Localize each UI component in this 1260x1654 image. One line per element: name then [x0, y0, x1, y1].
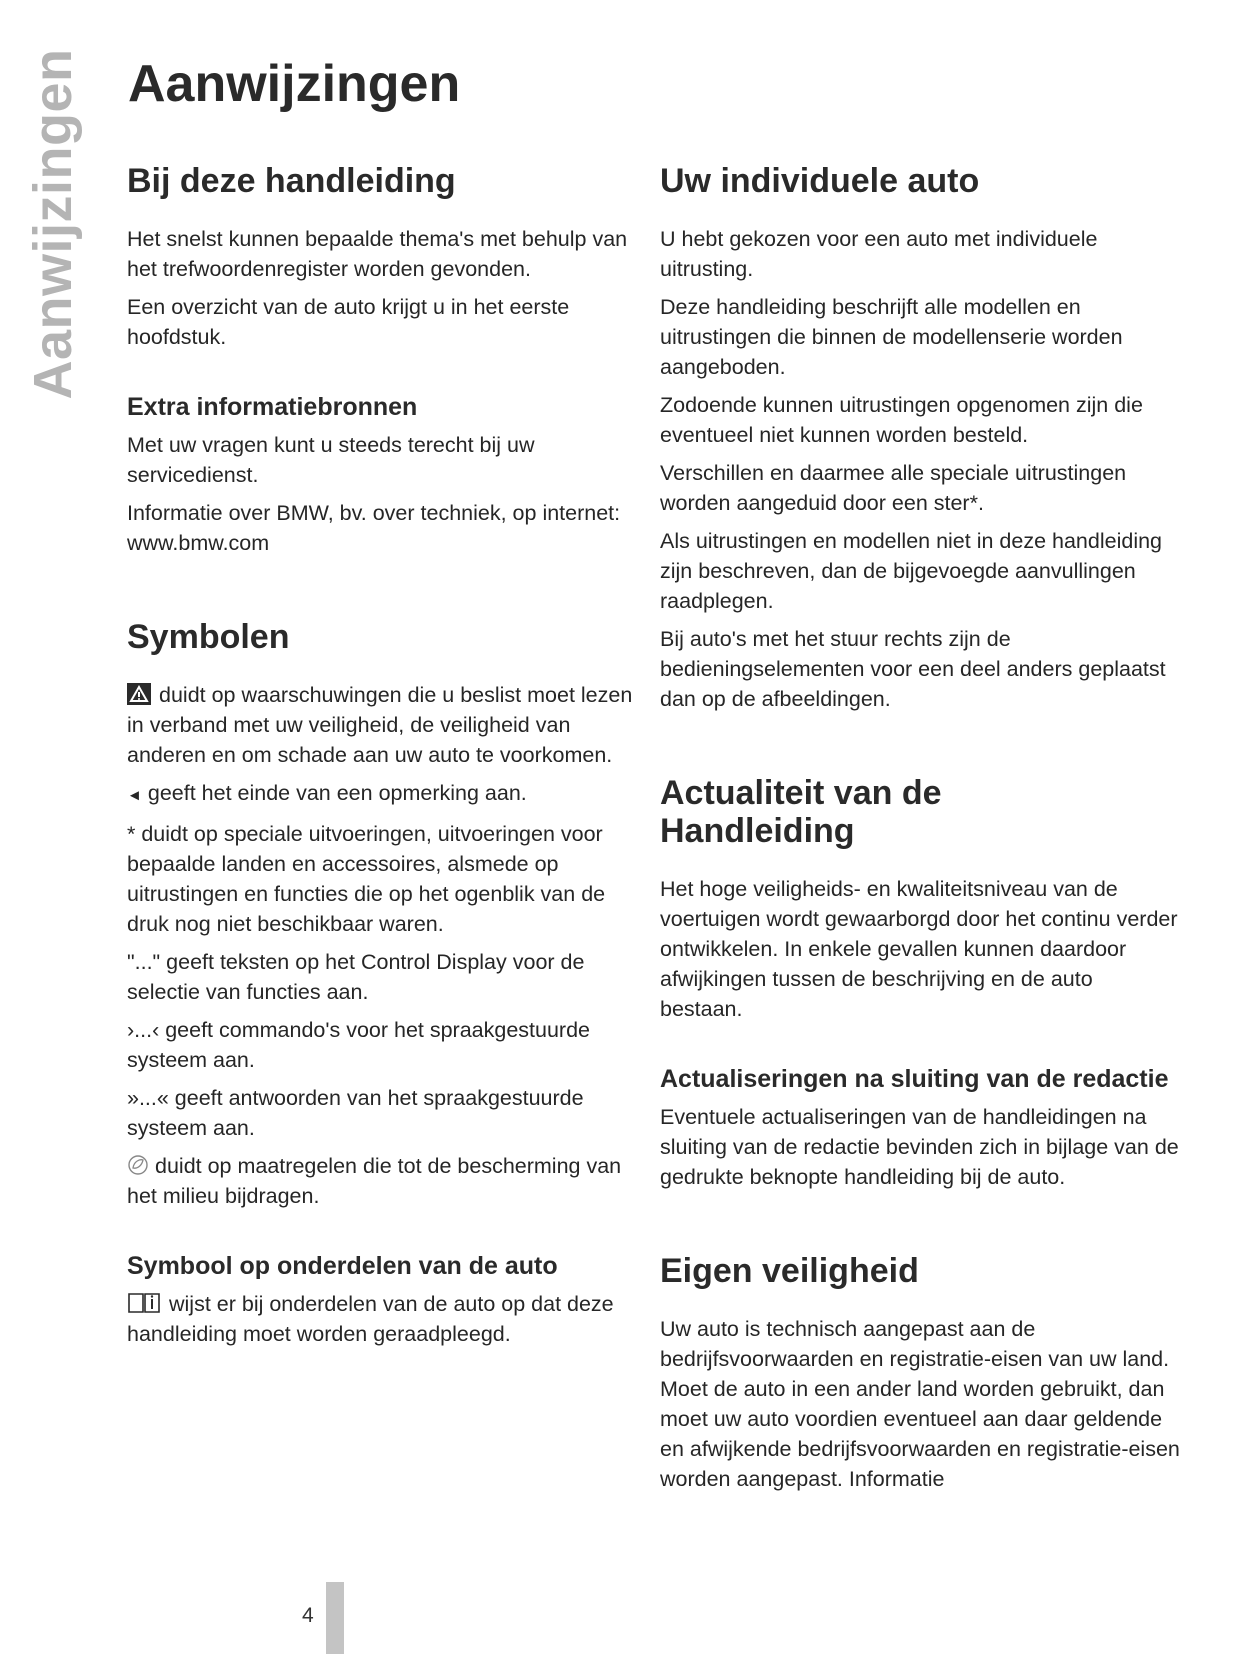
- paragraph: »...« geeft antwoorden van het spraakgestuurde systeem aan.: [127, 1086, 584, 1141]
- heading-bij-deze-handleiding: Bij deze handleiding: [127, 162, 456, 200]
- section-symbolen: [127, 618, 647, 1211]
- paragraph: Informatie over BMW, bv. over techniek, op internet: www.bmw.com: [127, 501, 621, 556]
- warning-triangle-icon: [127, 683, 151, 705]
- page-number: 4: [302, 1604, 314, 1627]
- section-extra-informatiebronnen: [127, 392, 647, 558]
- page-title: Aanwijzingen: [128, 55, 461, 113]
- end-of-note-icon: ◄: [127, 787, 142, 805]
- section-actualiteit: [660, 774, 1180, 1024]
- section-symbool-onderdelen: [127, 1251, 647, 1349]
- heading-extra-informatiebronnen: Extra informatiebronnen: [127, 393, 418, 422]
- heading-symbool-onderdelen: Symbool op onderdelen van de auto: [127, 1252, 558, 1281]
- manual-book-icon: [127, 1291, 161, 1315]
- heading-eigen-veiligheid: Eigen veiligheid: [660, 1252, 919, 1291]
- page-marker-bar: [326, 1582, 344, 1654]
- left-column: [127, 162, 647, 1357]
- paragraph: ›...‹ geeft commando's voor het spraakgestuurde systeem aan.: [127, 1018, 591, 1073]
- heading-actualiseringen: Actualiseringen na sluiting van de redactie: [660, 1065, 1169, 1094]
- paragraph: Zodoende kunnen uitrustingen opgenomen zijn die eventueel niet kunnen worden besteld.: [660, 393, 1143, 448]
- warning-symbol-paragraph: duidt op waarschuwingen die u beslist moet lezen in verband met uw veiligheid, de veiligheid van anderen en om schade aan uw auto te voorkomen.: [127, 683, 633, 768]
- environment-icon: [127, 1154, 149, 1176]
- paragraph: Het hoge veiligheids- en kwaliteitsniveau van de voertuigen wordt gewaarborgd door het continu verder ontwikkelen. In enkele gevallen kunnen daardoor afwijkingen tussen de beschrijving en de auto bestaan.: [660, 877, 1178, 1022]
- heading-symbolen: Symbolen: [127, 618, 290, 657]
- heading-individuele-auto: Uw individuele auto: [660, 162, 980, 200]
- paragraph: "..." geeft teksten op het Control Display voor de selectie van functies aan.: [127, 950, 585, 1005]
- paragraph: Met uw vragen kunt u steeds terecht bij uw servicedienst.: [127, 433, 535, 488]
- paragraph: Verschillen en daarmee alle speciale uitrustingen worden aangeduid door een ster*.: [660, 461, 1127, 516]
- section-individuele-auto: [660, 162, 1180, 714]
- paragraph: Uw auto is technisch aangepast aan de bedrijfsvoorwaarden en registratie-eisen van uw land. Moet de auto in een ander land worden gebruikt, dan moet uw auto voordien eventueel aan daar geldende en afwijkende bedrijfsvoorwaarden en registratie-eisen worden aangepast. Informatie: [660, 1317, 1180, 1492]
- paragraph: Bij auto's met het stuur rechts zijn de bedieningselementen voor een deel anders geplaatst dan op de afbeeldingen.: [660, 627, 1166, 712]
- paragraph: Eventuele actualiseringen van de handleidingen na sluiting van de redactie bevinden zich in bijlage van de gedrukte beknopte handleiding bij de auto.: [660, 1105, 1179, 1190]
- paragraph: Deze handleiding beschrijft alle modellen en uitrustingen die binnen de modellenserie worden aangeboden.: [660, 295, 1123, 380]
- right-column: [660, 162, 1180, 1502]
- paragraph: Als uitrustingen en modellen niet in deze handleiding zijn beschreven, dan de bijgevoegde aanvullingen raadplegen.: [660, 529, 1163, 614]
- section-actualiseringen: [660, 1064, 1180, 1192]
- section-eigen-veiligheid: [660, 1252, 1180, 1494]
- heading-actualiteit: Actualiteit van de Handleiding: [660, 774, 942, 851]
- paragraph: Het snelst kunnen bepaalde thema's met behulp van het trefwoordenregister worden gevonden.: [127, 227, 628, 282]
- section-bij-deze-handleiding: [127, 162, 647, 352]
- paragraph: U hebt gekozen voor een auto met individuele uitrusting.: [660, 227, 1098, 282]
- environment-symbol-paragraph: duidt op maatregelen die tot de bescherming van het milieu bijdragen.: [127, 1154, 622, 1209]
- side-tab: [18, 48, 88, 400]
- end-mark-paragraph: ◄ geeft het einde van een opmerking aan.: [127, 781, 527, 806]
- manual-symbol-paragraph: wijst er bij onderdelen van de auto op dat deze handleiding moet worden geraadpleegd.: [127, 1292, 614, 1347]
- side-tab-label: Aanwijzingen: [23, 48, 83, 400]
- paragraph: Een overzicht van de auto krijgt u in het eerste hoofdstuk.: [127, 295, 570, 350]
- paragraph: * duidt op speciale uitvoeringen, uitvoeringen voor bepaalde landen en accessoires, alsmede op uitrustingen en functies die op het ogenblik van de druk nog niet beschikbaar waren.: [127, 822, 606, 937]
